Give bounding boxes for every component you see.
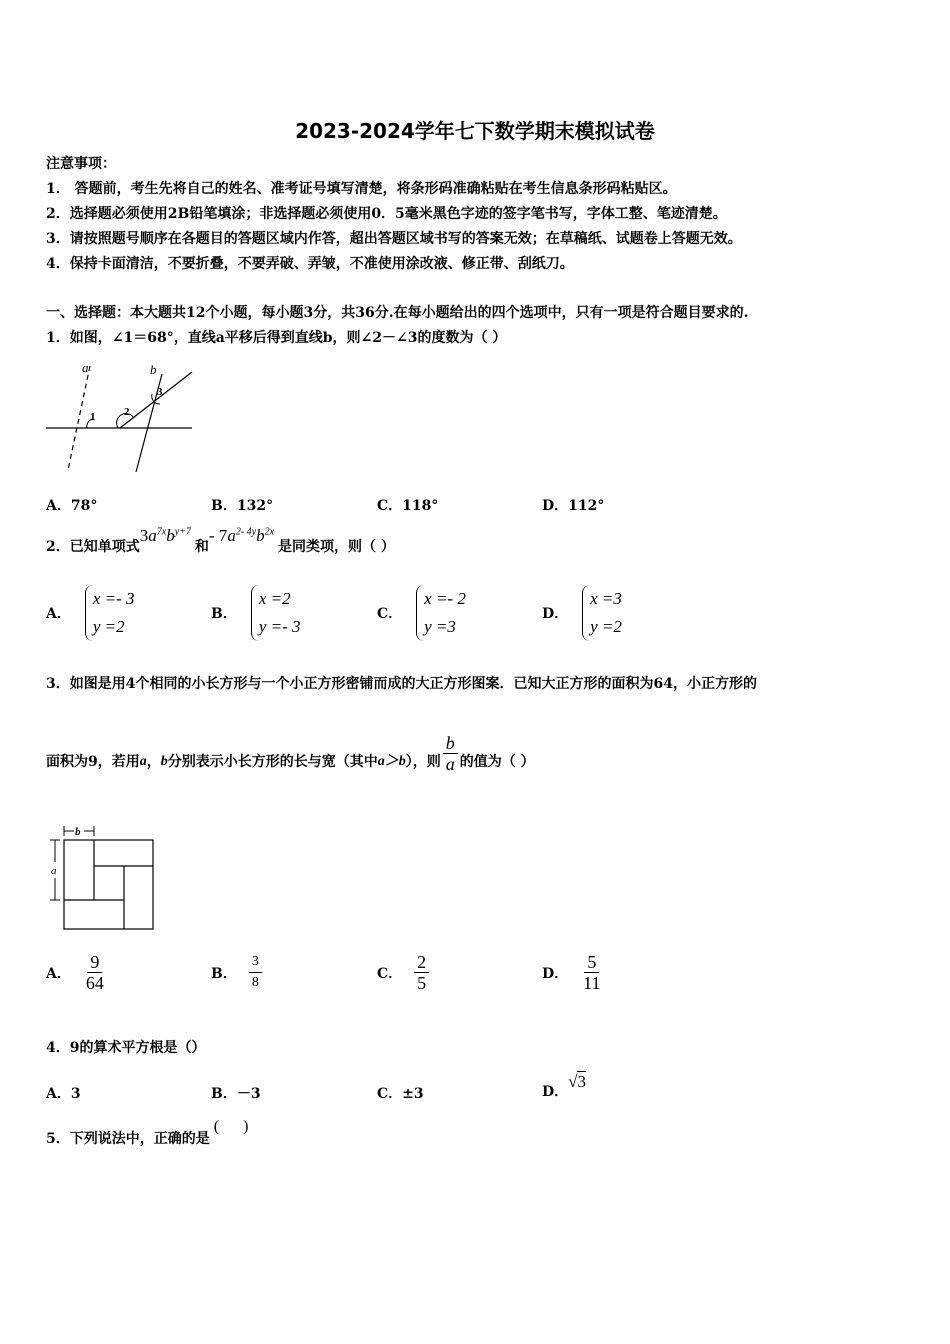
- q5-answer-paren: ( ): [213, 1118, 249, 1135]
- q3-stem-fraction: $\frac{b}{a}$: [443, 733, 458, 774]
- q3-option-c: C． $\frac{2}{5}$: [377, 952, 429, 993]
- notice-item-4: 4．保持卡面清洁，不要折叠，不要弄破、弄皱，不准使用涂改液、修正带、刮纸刀。: [46, 256, 574, 272]
- q1-figure: [44, 358, 194, 476]
- q5-stem-row: [46, 1118, 249, 1148]
- sqrt-3: √3: [568, 1072, 586, 1091]
- page-title: 2023-2024学年七下数学期末模拟试卷: [295, 119, 655, 143]
- q4-option-d: D． √3: [542, 1072, 586, 1100]
- q4-stem: 4．9的算术平方根是（）: [46, 1040, 206, 1056]
- q1-option-c: C．118°: [377, 498, 439, 514]
- q1-fig-label-2: 2: [124, 406, 130, 418]
- q3-fig-label-a: a: [51, 865, 57, 877]
- q3-fig-label-b: b: [75, 826, 81, 838]
- notice-item-3: 3．请按照题号顺序在各题目的答题区域内作答，超出答题区域书写的答案无效；在草稿纸、试题卷上答题无效。: [46, 231, 742, 247]
- q3-figure: [46, 822, 158, 932]
- q1-fig-label-b: b: [150, 362, 157, 377]
- q2-stem: 2．已知单项式 $3a^{7x}b^{y+7}$ 和 - $7a^{2- 4y}b^{2x}$ 是同类项，则（ ）: [46, 526, 395, 555]
- q1-option-b: B．132°: [211, 498, 274, 514]
- notice-heading: 注意事项：: [46, 156, 116, 172]
- q2-option-c: C． x =- 2 y =3: [377, 585, 466, 641]
- q1-fig-label-3: 3: [157, 386, 163, 398]
- q1-stem: 1．如图，∠1＝68°，直线a平移后得到直线b，则∠2－∠3的度数为（ ）: [46, 330, 507, 346]
- q4-option-a: A．3: [46, 1086, 81, 1102]
- q2-monomial-2: - $7a^{2- 4y}b^{2x}$: [208, 526, 275, 545]
- q3-option-a: A． $\frac{9}{64}$: [46, 952, 104, 993]
- q2-option-b: B． x =2 y =- 3: [211, 585, 301, 641]
- q2-monomial-1: $3a^{7x}b^{y+7}$: [139, 526, 191, 545]
- notice-item-1: 1． 答题前，考生先将自己的姓名、准考证号填写清楚，将条形码准确粘贴在考生信息条形码粘贴区。: [46, 181, 677, 197]
- q4-option-c: C．±3: [377, 1086, 424, 1102]
- q1-fig-label-a: a: [82, 360, 89, 375]
- notice-item-2: 2．选择题必须使用2B铅笔填涂；非选择题必须使用0．5毫米黑色字迹的签字笔书写，字体工整、笔迹清楚。: [46, 206, 727, 222]
- q5-stem: 5．下列说法中，正确的是: [46, 1131, 210, 1147]
- q2-option-a: A． x =- 3 y =2: [46, 585, 135, 641]
- q1-option-d: D．112°: [542, 498, 605, 514]
- q2-option-d: D． x =3 y =2: [542, 585, 622, 641]
- q3-stem-line1: 3．如图是用4个相同的小长方形与一个小正方形密铺而成的大正方形图案．已知大正方形的面积为64，小正方形的: [46, 676, 757, 692]
- q3-stem-line2: 面积为9，若用 a ， b 分别表示小长方形的长与宽（其中 a＞b ），则 $\frac{b}{a}$ 的值为（ ）: [46, 733, 535, 774]
- q3-option-d: D． $\frac{5}{11}$: [542, 952, 601, 993]
- q3-option-b: B． $\frac{3}{8}$: [211, 952, 262, 993]
- q1-option-a: A．78°: [46, 498, 98, 514]
- section-heading: 一、选择题：本大题共12个小题，每小题3分，共36分.在每小题给出的四个选项中，只有一项是符合题目要求的.: [46, 305, 749, 321]
- q1-fig-label-1: 1: [90, 411, 96, 423]
- q4-option-b: B．－3: [211, 1086, 261, 1102]
